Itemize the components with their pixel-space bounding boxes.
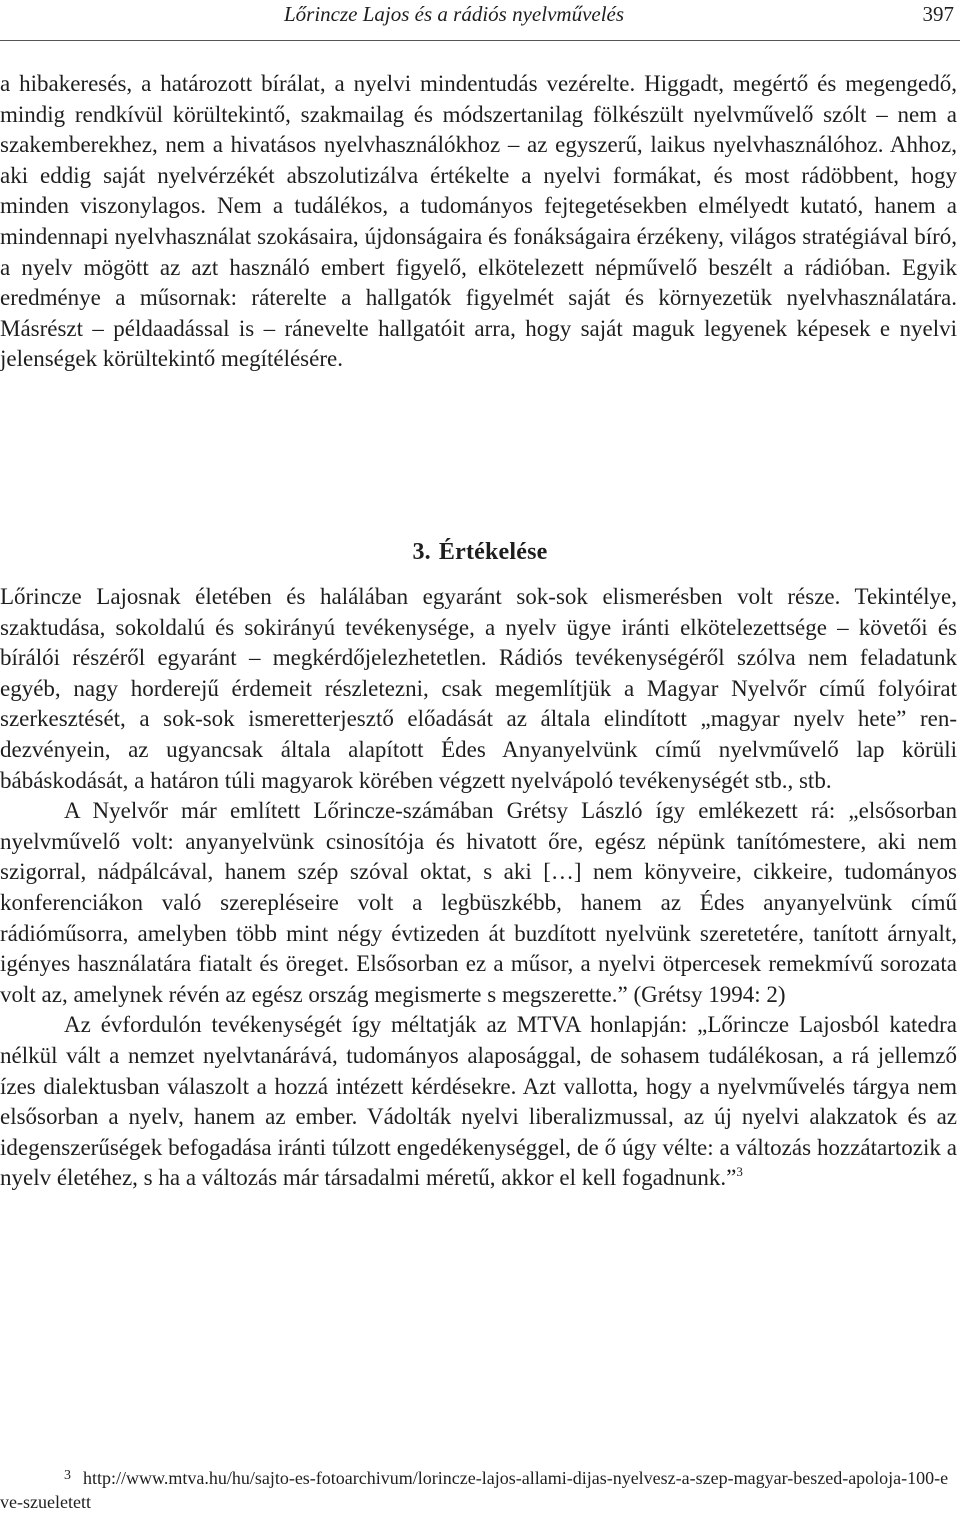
footnote: 3 http://www.mtva.hu/hu/sajto-es-fotoarchivum/lorincze-lajos-allami-dijas-nyelvesz-a-szep-magyar-beszed-apoloja-100-eve-szueletett <box>0 1468 949 1512</box>
running-header <box>0 0 960 41</box>
section-title: Értékelése <box>438 538 548 565</box>
section-heading <box>0 539 960 566</box>
section-paragraph-2: A Nyelvőr már említett Lőrincze-számában Grétsy László így emlékezett rá: „elsősorban nyelvművelő volt: anyanyelvünk csinosítója és hivatott őre, egész népünk tanítómestere, aki nem szigorral, nádpálcával, hanem szép szóval oktat, s aki […] nem könyveire, cikkeire, tudományos konferenciákon való szerepléseire volt a legbüszkébb, hanem az Édes anyanyelvünk című rádióműsorra, amelyben több mint négy évtizeden át buzdított nyelvünk szeretetére, tanított árnyalt, igényes használatára fiatalt és öreget. Elsősorban ez a műsor, a nyelvi ötpercesek remekmívű sorozata volt az, amelynek révén az egész ország megismerte s megszerette.” (Grétsy 1994: 2) <box>0 798 957 1007</box>
intro-text-block <box>0 69 957 375</box>
section-text-block <box>0 582 957 1194</box>
footnote-url-link[interactable]: http://www.mtva.hu/hu/sajto-es-fotoarchivum/lorincze-lajos-allami-dijas-nyelvesz-a-szep-magyar-beszed-apoloja-100-eve-szueletett <box>0 1468 949 1512</box>
running-title: Lőrincze Lajos és a rádiós nyelvművelés <box>284 2 625 26</box>
section-paragraph-3-text: Az évfordulón tevékenységét így méltatják az MTVA honlapján: „Lőrincze Lajosból katedra nélkül vált a nemzet nyelvtanárává, tudományos alaposággal, de sohasem tudálékosan, a rá jellemző ízes dialektusban válaszolt a hozzá intézett kérdésekre. Azt vallotta, hogy a nyelvművelés tárgya nem elsősorban a nyelv, hanem az ember. Vádolták nyelvi liberalizmussal, az új nyelvi alakzatok és az idegenszerűségek befogadása iránti túlzott engedékenységgel, de ő úgy vélte: a változás hozzátartozik a nyelv életéhez, s ha a változás már társadalmi méretű, akkor el kell fogadnunk.” <box>0 1012 957 1191</box>
section-paragraph-1: Lőrincze Lajosnak életében és halálában egyaránt sok-sok elismerésben volt része. Tekintélye, szaktudása, sokoldalú és sokirányú tevékenysége, a nyelv ügye iránti elkötelezettsége – követői és bírálói részéről egyaránt – megkérdőjelezhetetlen. Rádiós tevékenységéről szólva nem feladatunk egyéb, nagy horderejű érdemeit részletezni, csak megemlítjük a Magyar Nyelvőr című folyóirat szerkesztését, a sok-sok ismeretterjesztő előadását az általa elindított „magyar nyelv hete” rendezvényein, az ugyancsak általa alapított Édes Anyanyelvünk című nyelvművelő lap körüli bábáskodását, a határon túli magyarok körében végzett nyelvápoló tevékenységét stb., stb. <box>0 584 957 793</box>
section-number: 3. <box>412 538 431 565</box>
page-number: 397 <box>922 2 954 26</box>
footnote-reference[interactable]: 3 <box>736 1164 743 1180</box>
section-paragraph-3 <box>0 1010 957 1194</box>
intro-paragraph: a hibakeresés, a határozott bírálat, a nyelvi mindentudás vezérelte. Higgadt, megértő és megengedő, mindig rendkívül körültekintő, szakmailag és módszertanilag fölkészült nyelvművelő szólt – nem a szakemberekhez, nem a hivatásos nyelvhasználókhoz – az egyszerű, laikus nyelvhasználóhoz. Ahhoz, aki eddig saját nyelvérzékét abszolutizálva értékelte a nyelvi formákat, és most rádöbbent, hogy minden viszonylagos. Nem a tudálékos, a tudományos fejtegetésekben elmélyedt kutató, hanem a mindennapi nyelvhasználat szokásaira, újdonságaira és fonákságaira érzékeny, világos stratégiával bíró, a nyelv mögött az azt használó embert figyelő, elkötelezett népművelő beszélt a rádióban. Egyik eredménye a műsornak: ráterelte a hallgatók figyelmét saját és környezetük nyelvhasználatára. Másrészt – példaadással is – ránevelte hallgatóit arra, hogy saját maguk legyenek képesek e nyelvi jelenségek körültekintő megítélésére. <box>0 71 957 372</box>
